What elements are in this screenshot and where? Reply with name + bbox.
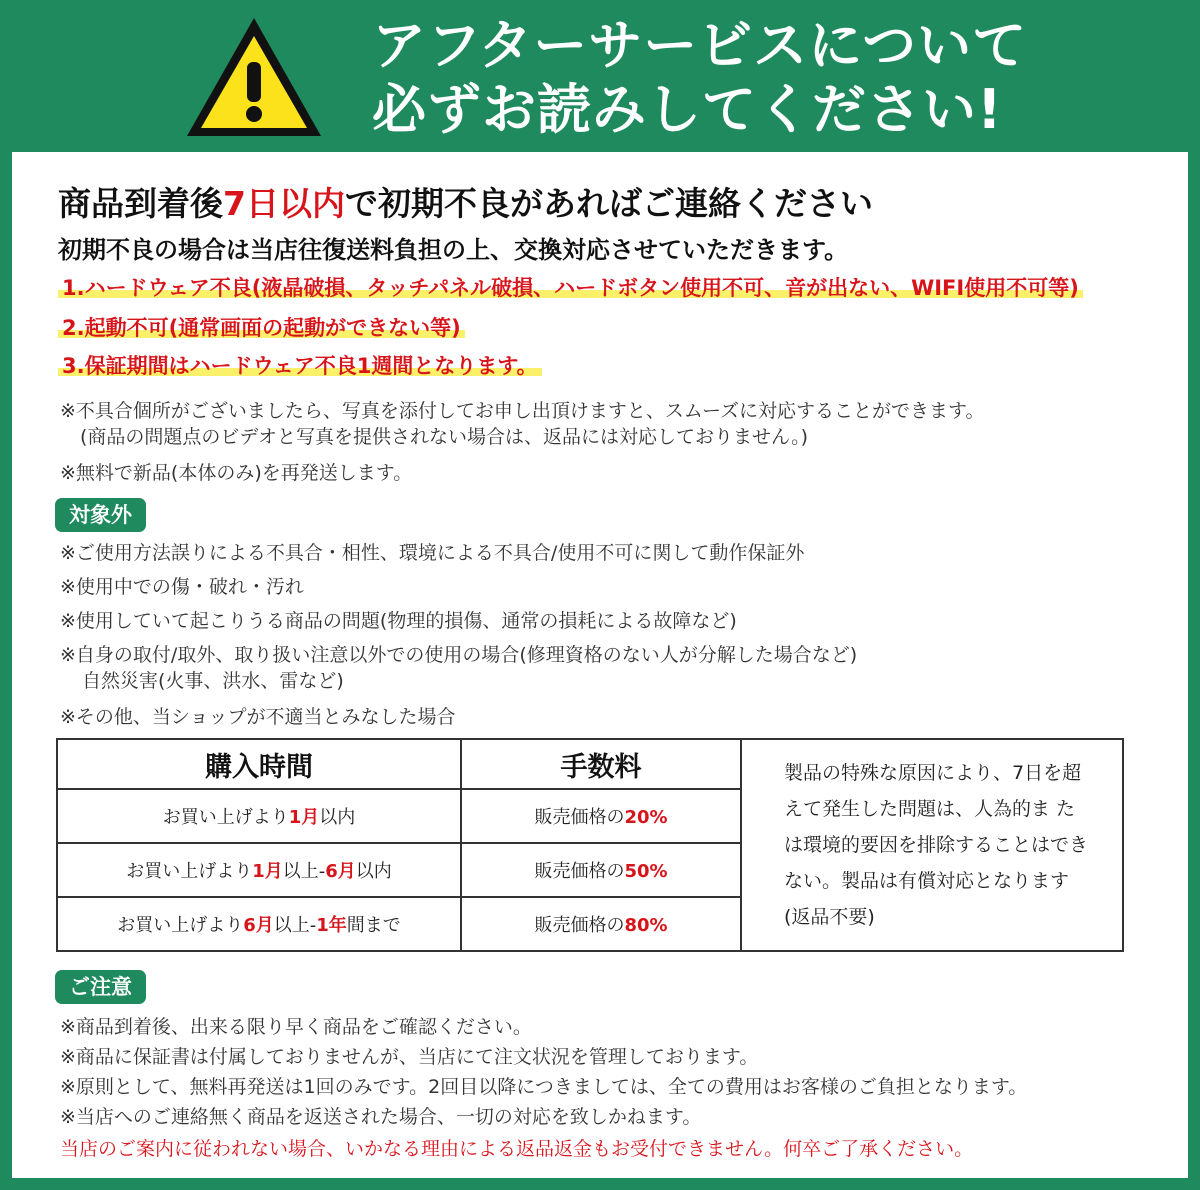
headline-emphasis: 7日以内: [223, 184, 345, 223]
fee-table: [56, 738, 1124, 952]
fee-cell: [461, 789, 741, 843]
header-title: [372, 14, 1027, 142]
header-title-line2: 必ずお読みしてください!: [372, 78, 1003, 141]
period-value: 6月: [243, 915, 274, 936]
fee-text: 販売価格の: [534, 915, 625, 936]
period-cell: [57, 789, 461, 843]
content-panel: [12, 152, 1188, 1178]
caution-item: ※原則として、無料再発送は1回のみです。2回目以降につきましては、全ての費用はお客様のご負担となります。: [60, 1076, 1028, 1098]
excluded-label: 対象外: [55, 498, 146, 532]
period-cell: [57, 897, 461, 951]
intro-note: (商品の問題点のビデオと写真を提供されない場合は、返品には対応しておりません。): [80, 426, 809, 448]
header-title-line1: アフターサービスについて: [372, 14, 1028, 77]
fee-table-header-fee: 手数料: [461, 739, 741, 789]
period-text: 以上-: [282, 861, 326, 882]
period-text: 間まで: [346, 915, 401, 936]
fee-text: 販売価格の: [534, 807, 625, 828]
fee-table-header-period: 購入時間: [57, 739, 461, 789]
fee-percent: 20%: [624, 807, 668, 828]
period-text: お買い上げより: [117, 915, 244, 936]
fee-cell: [461, 897, 741, 951]
intro-note: ※無料で新品(本体のみ)を再発送します。: [60, 462, 413, 484]
caution-item: ※当店へのご連絡無く商品を返送された場合、一切の対応を致しかねます。: [60, 1106, 702, 1128]
fee-table-side-note: 製品の特殊な原因により、7日を超えて発生した問題は、人為的ま たは環境的要因を排除することはできない。製品は有償対応となります(返品不要): [741, 739, 1123, 951]
excluded-item: ※その他、当ショップが不適当とみなした場合: [60, 706, 456, 728]
period-value: 6月: [325, 861, 356, 882]
excluded-item: ※使用中での傷・破れ・汚れ: [60, 576, 304, 598]
period-text: お買い上げより: [162, 807, 289, 828]
intro-subheadline: 初期不良の場合は当店往復送料負担の上、交換対応させていただきます。: [58, 236, 849, 264]
excluded-item: ※ご使用方法誤りによる不具合・相性、環境による不具合/使用不可に関して動作保証外: [60, 542, 805, 564]
excluded-item: 自然災害(火事、洪水、雷など): [82, 670, 344, 692]
period-text: 以上-: [273, 915, 317, 936]
intro-item: [58, 272, 1083, 302]
period-text: お買い上げより: [126, 861, 253, 882]
warning-triangle-icon: [183, 14, 325, 140]
fee-percent: 80%: [624, 915, 668, 936]
period-text: 以内: [319, 807, 356, 828]
intro-headline: [58, 178, 873, 225]
intro-note: ※不具合個所がございましたら、写真を添付してお申し出頂けますと、スムーズに対応することができます。: [60, 400, 985, 422]
fee-cell: [461, 843, 741, 897]
intro-item: [58, 312, 465, 342]
excluded-item: ※自身の取付/取外、取り扱い注意以外での使用の場合(修理資格のない人が分解した場合など): [60, 644, 858, 666]
caution-final-notice: 当店のご案内に従われない場合、いかなる理由による返品返金もお受付できません。何卒ご了承ください。: [60, 1138, 974, 1160]
caution-item: ※商品到着後、出来る限り早く商品をご確認ください。: [60, 1016, 532, 1038]
headline-post: で初期不良があればご連絡ください: [344, 184, 873, 223]
caution-item: ※商品に保証書は付属しておりませんが、当店にて注文状況を管理しております。: [60, 1046, 759, 1068]
period-value: 1月: [288, 807, 320, 828]
caution-label: ご注意: [55, 970, 146, 1004]
fee-percent: 50%: [624, 861, 668, 882]
intro-item-text: 1.ハードウェア不良(液晶破損、タッチパネル破損、ハードボタン使用不可、音が出ない、WIFI使用不可等): [58, 276, 1083, 300]
headline-pre: 商品到着後: [58, 184, 223, 223]
period-cell: [57, 843, 461, 897]
fee-table-header-row: [57, 739, 1123, 789]
intro-item-text: 3.保証期間はハードウェア不良1週間となります。: [58, 354, 542, 378]
period-value: 1年: [316, 915, 347, 936]
header-banner: [0, 0, 1200, 152]
fee-text: 販売価格の: [534, 861, 625, 882]
period-text: 以内: [355, 861, 392, 882]
period-value: 1月: [252, 861, 283, 882]
intro-item-text: 2.起動不可(通常画面の起動ができない等): [58, 316, 465, 340]
intro-item: [58, 350, 542, 380]
excluded-item: ※使用していて起こりうる商品の問題(物理的損傷、通常の損耗による故障など): [60, 610, 737, 632]
